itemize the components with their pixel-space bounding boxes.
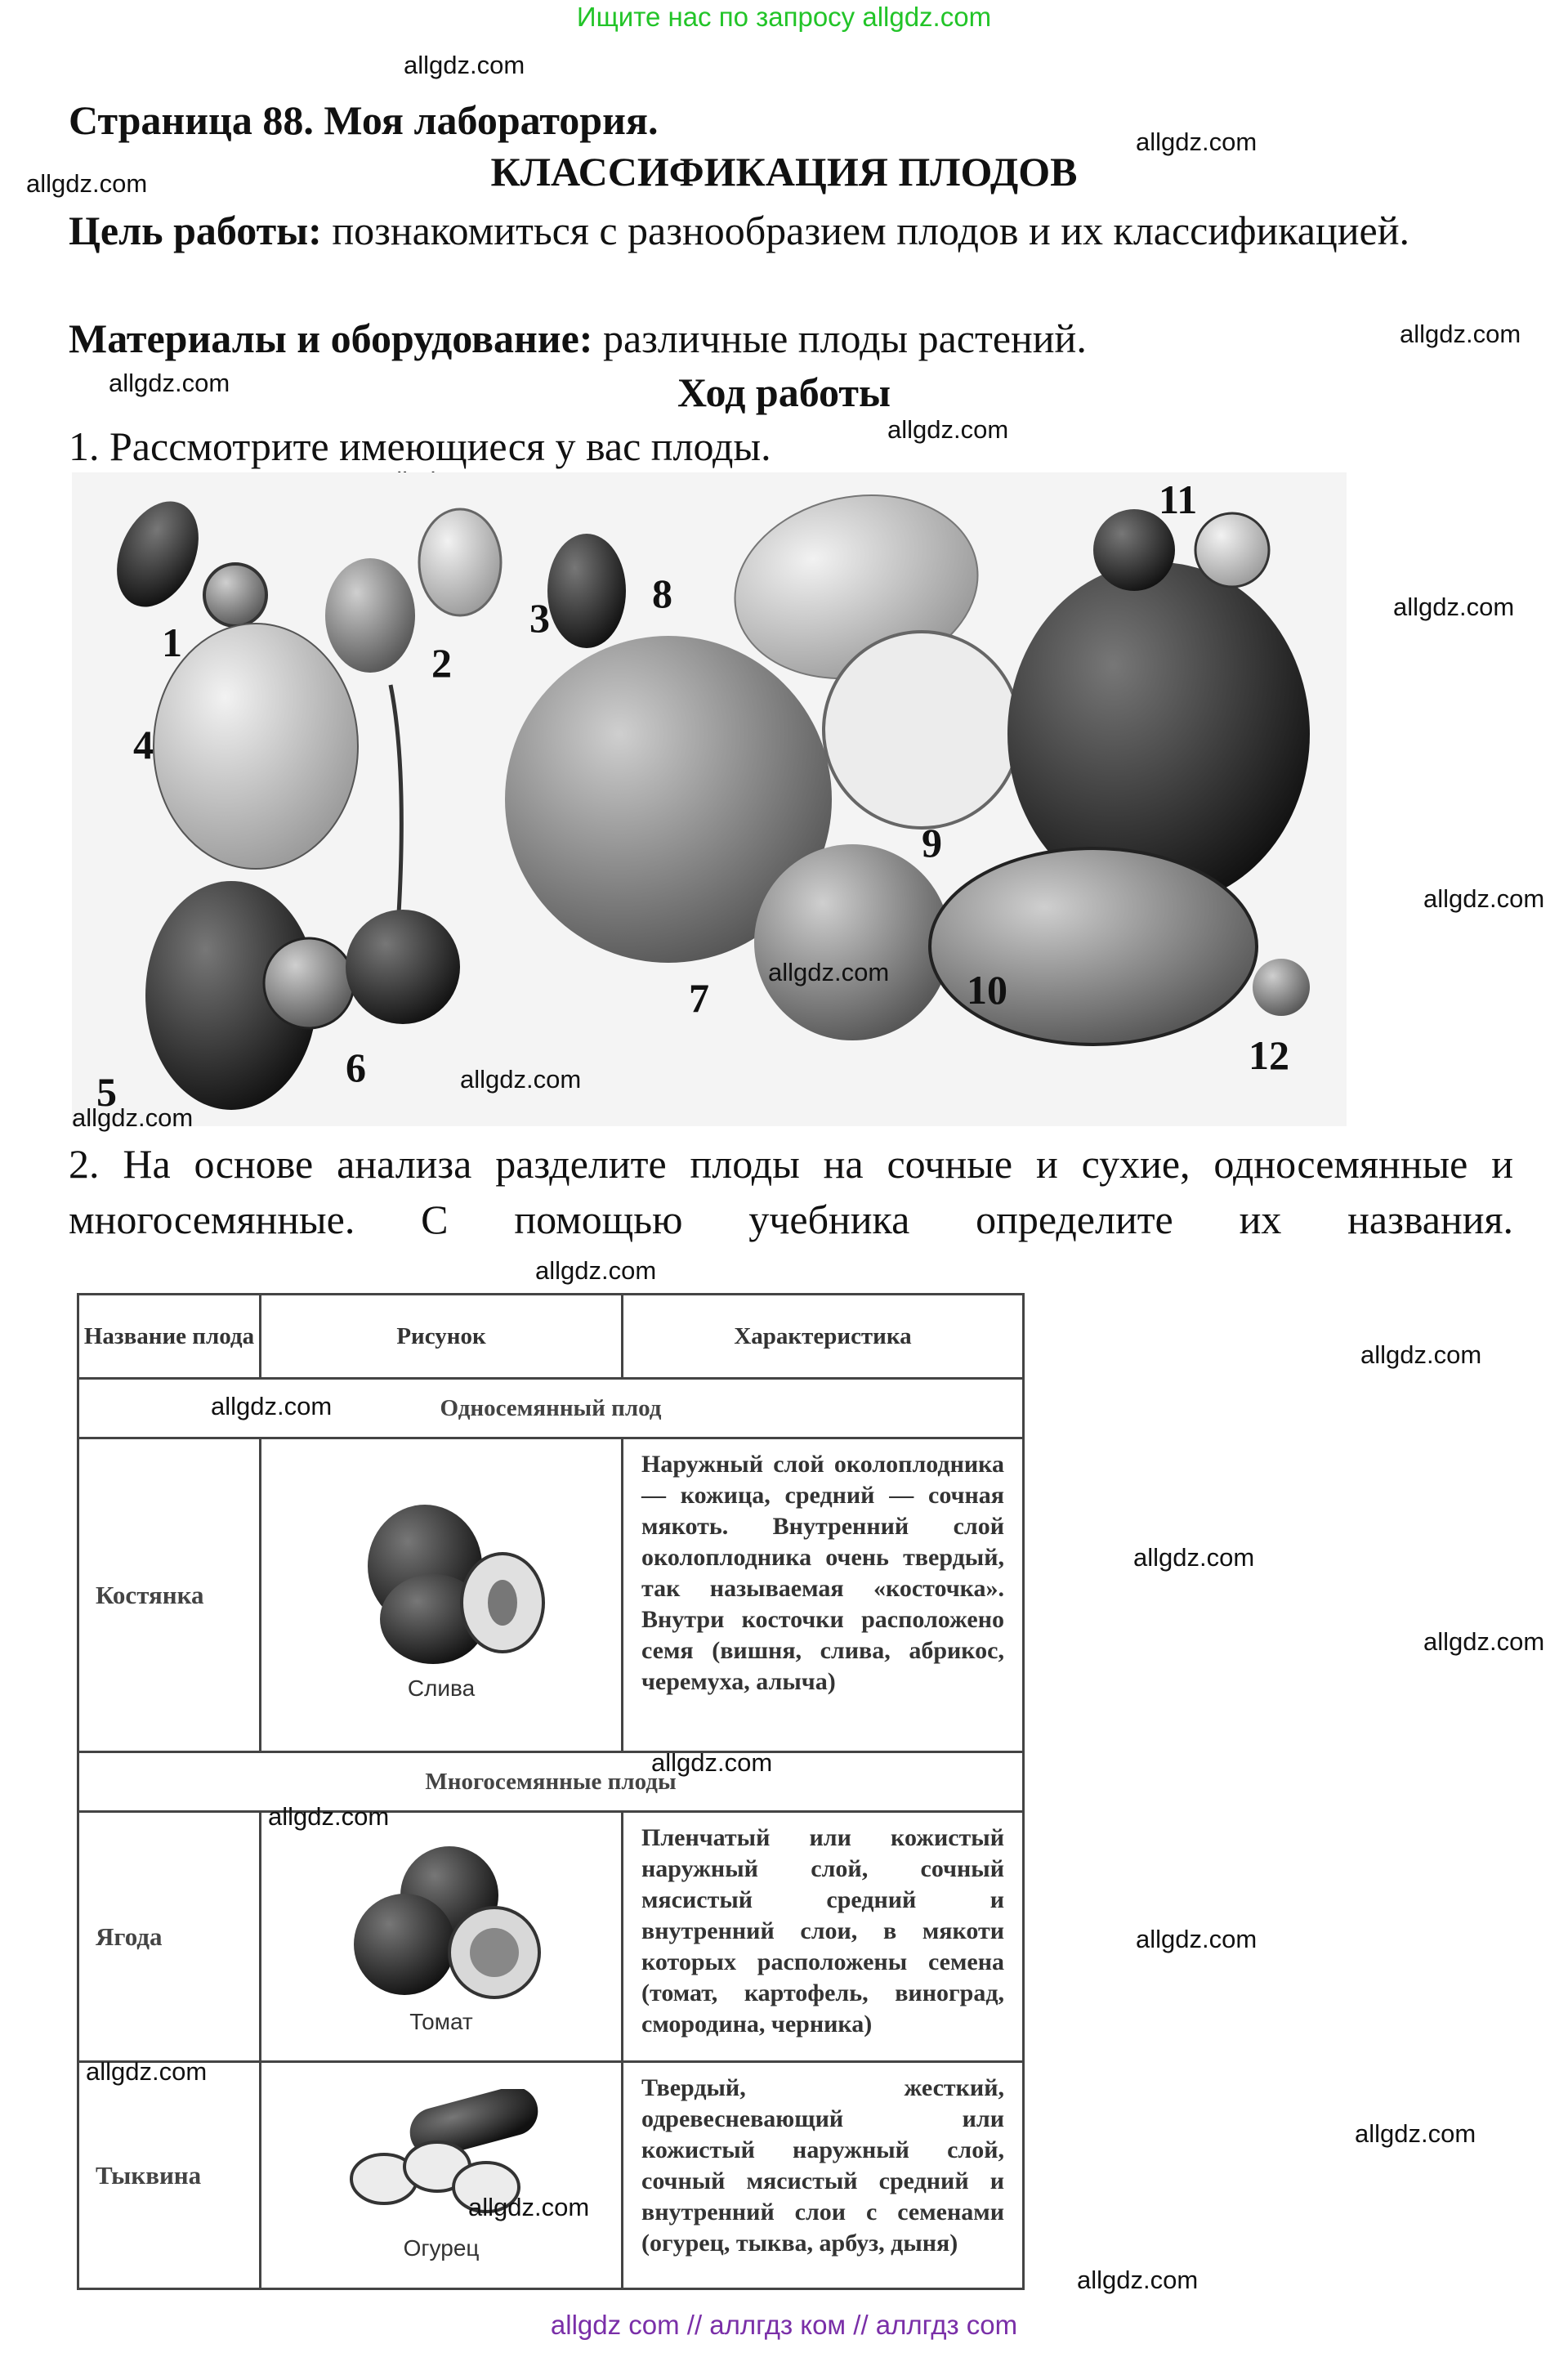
section-row bbox=[78, 1752, 1024, 1812]
goal-paragraph bbox=[69, 204, 1513, 257]
section-single-seed: Односемянный плод bbox=[78, 1379, 1024, 1438]
classification-table bbox=[77, 1293, 1025, 2290]
watermark: allgdz.com bbox=[1400, 320, 1521, 348]
materials-text: различные плоды растений. bbox=[592, 315, 1087, 361]
fruit-name: Тыквина bbox=[78, 2062, 261, 2289]
watermark: allgdz.com bbox=[1423, 1627, 1545, 1656]
mandarin bbox=[754, 844, 950, 1040]
fig-num-2: 2 bbox=[431, 640, 452, 686]
table-row bbox=[78, 1438, 1024, 1752]
watermark: allgdz.com bbox=[460, 1065, 582, 1094]
watermark: allgdz.com bbox=[1393, 593, 1515, 621]
raspberry bbox=[325, 558, 415, 673]
materials-label: Материалы и оборудование: bbox=[69, 315, 593, 361]
header-name: Название плода bbox=[78, 1295, 261, 1379]
picture-caption: Слива bbox=[407, 1675, 476, 1701]
watermark: allgdz.com bbox=[887, 415, 1009, 444]
fig-num-12: 12 bbox=[1249, 1032, 1289, 1078]
watermark: allgdz.com bbox=[535, 1256, 657, 1285]
fig-num-7: 7 bbox=[689, 975, 709, 1021]
plum-picture bbox=[335, 1488, 547, 1668]
table-row bbox=[78, 1812, 1024, 2062]
fig-num-4: 4 bbox=[133, 722, 154, 767]
fruits-illustration bbox=[72, 472, 1347, 1126]
fruit-description: Пленчатый или кожистый наружный слой, сочный мясистый средний и внутренний слои, в мякоти которых расположены семена (томат, картофель, виноград, смородина, черника) bbox=[623, 1812, 1024, 2062]
cherry bbox=[346, 910, 460, 1024]
watermark: allgdz.com bbox=[1077, 2266, 1199, 2294]
table-row bbox=[78, 2062, 1024, 2289]
blackberry bbox=[547, 534, 626, 648]
fruit-name: Ягода bbox=[78, 1812, 261, 2062]
olive-fruit bbox=[101, 488, 214, 620]
goal-text: познакомиться с разнообразием плодов и их классификацией. bbox=[321, 208, 1409, 253]
section-multi-seed: Многосемянные плоды bbox=[78, 1752, 1024, 1812]
watermark: allgdz.com bbox=[1136, 1925, 1258, 1953]
fruit-picture bbox=[261, 1438, 623, 1752]
fig-num-11: 11 bbox=[1159, 476, 1198, 522]
watermark: allgdz.com bbox=[1360, 1340, 1482, 1369]
currant-cut bbox=[1195, 513, 1269, 587]
watermark: allgdz.com bbox=[1355, 2119, 1476, 2148]
raspberry-cut bbox=[419, 509, 501, 615]
fig-num-9: 9 bbox=[922, 820, 942, 866]
cherry-cut bbox=[264, 938, 354, 1028]
watermark: allgdz.com bbox=[26, 169, 148, 198]
top-banner[interactable]: Ищите нас по запросу allgdz.com bbox=[576, 2, 992, 32]
step-1: 1. Рассмотрите имеющиеся у вас плоды. bbox=[69, 423, 771, 469]
procedure-heading: Ход работы bbox=[677, 369, 891, 415]
lemon-slice bbox=[824, 632, 1020, 828]
watermark: allgdz.com bbox=[268, 1802, 390, 1831]
fruit-name: Костянка bbox=[78, 1438, 261, 1752]
watermark: allgdz.com bbox=[1136, 127, 1258, 156]
watermark: allgdz.com bbox=[768, 958, 890, 986]
fig-num-8: 8 bbox=[652, 570, 672, 616]
table-header-row bbox=[78, 1295, 1024, 1379]
bottom-banner[interactable]: allgdz com // аллгдз ком // аллгдз com bbox=[550, 2310, 1018, 2340]
watermark: allgdz.com bbox=[109, 369, 230, 397]
page-title: Страница 88. Моя лаборатория. bbox=[69, 97, 659, 143]
fruit-description: Твердый, жесткий, одревесневающий или кожистый наружный слой, сочный мясистый средний и внутренний слои с семенами (огурец, тыква, арбуз, дыня) bbox=[623, 2062, 1024, 2289]
fig-num-10: 10 bbox=[967, 967, 1007, 1013]
fruit-picture bbox=[261, 2062, 623, 2289]
goal-label: Цель работы: bbox=[69, 208, 322, 253]
fig-num-5: 5 bbox=[96, 1069, 117, 1115]
small-berry bbox=[1253, 959, 1310, 1016]
watermark: allgdz.com bbox=[1133, 1543, 1255, 1572]
pomegranate-cut bbox=[930, 848, 1257, 1045]
fig-num-3: 3 bbox=[529, 595, 550, 641]
watermark: allgdz.com bbox=[1423, 884, 1545, 913]
header-picture: Рисунок bbox=[261, 1295, 623, 1379]
fig-num-1: 1 bbox=[162, 620, 182, 665]
watermark: allgdz.com bbox=[86, 2057, 208, 2086]
apricot bbox=[154, 624, 358, 869]
tomato-picture bbox=[335, 1838, 547, 2002]
cherry-stem bbox=[391, 685, 401, 914]
fruit-description: Наружный слой околоплодника — кожица, средний — сочная мякоть. Внутренний слой околоплодника очень твердый, так называемая «косточка». Внутри косточки расположено семя (вишня, слива, абрикос, черемуха, алыча) bbox=[623, 1438, 1024, 1752]
fig-num-6: 6 bbox=[346, 1045, 366, 1090]
picture-caption: Томат bbox=[409, 2009, 473, 2034]
header-characteristic: Характеристика bbox=[623, 1295, 1024, 1379]
watermark: allgdz.com bbox=[404, 51, 525, 79]
watermark: allgdz.com bbox=[72, 1103, 194, 1132]
heading: КЛАССИФИКАЦИЯ ПЛОДОВ bbox=[490, 149, 1078, 195]
olive-cut bbox=[204, 564, 266, 626]
fruits-figure bbox=[72, 472, 1347, 1126]
fruit-picture bbox=[261, 1812, 623, 2062]
watermark: allgdz.com bbox=[468, 2193, 590, 2221]
watermark: allgdz.com bbox=[651, 1748, 773, 1777]
watermark: allgdz.com bbox=[211, 1392, 333, 1420]
picture-caption: Огурец bbox=[403, 2235, 480, 2261]
materials-paragraph bbox=[69, 314, 1087, 363]
step-2-part: 2. На основе анализа разделите плоды на сочные и сухие, односемянные и многосемянные. С помощью учебника определите их названия. bbox=[69, 1141, 1513, 1242]
